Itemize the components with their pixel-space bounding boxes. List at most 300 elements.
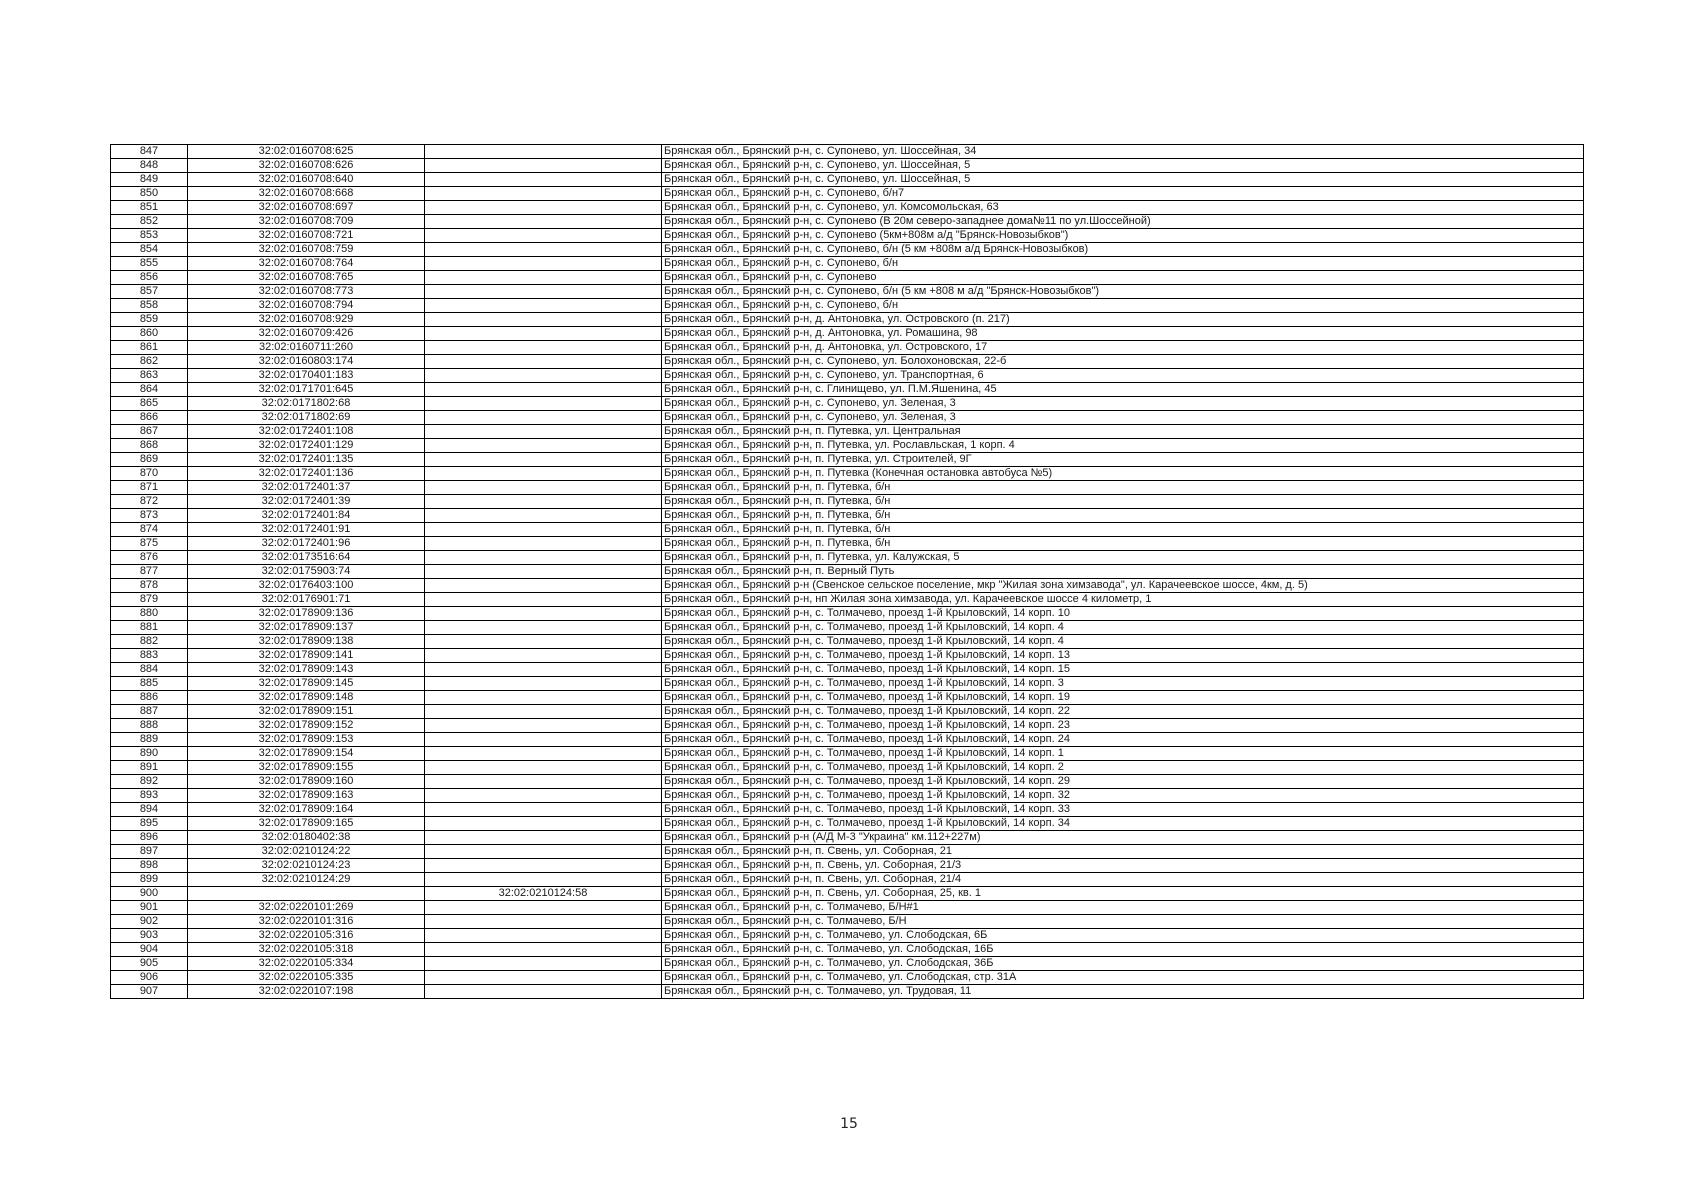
table-row bbox=[111, 957, 1584, 971]
row-number-cell: 881 bbox=[111, 621, 188, 635]
cadastral-number-alt-cell bbox=[425, 285, 662, 299]
table-row bbox=[111, 775, 1584, 789]
address-cell: Брянская обл., Брянский р-н, с. Супонево, б/н bbox=[662, 257, 1584, 271]
address-cell: Брянская обл., Брянский р-н, с. Супонево, б/н7 bbox=[662, 187, 1584, 201]
row-number-cell: 887 bbox=[111, 705, 188, 719]
table-row bbox=[111, 929, 1584, 943]
address-cell: Брянская обл., Брянский р-н, п. Путевка (Конечная остановка автобуса №5) bbox=[662, 467, 1584, 481]
table-row bbox=[111, 831, 1584, 845]
row-number-cell: 863 bbox=[111, 369, 188, 383]
row-number-cell: 855 bbox=[111, 257, 188, 271]
cadastral-number-alt-cell bbox=[425, 677, 662, 691]
table-row bbox=[111, 845, 1584, 859]
cadastral-number-alt-cell bbox=[425, 481, 662, 495]
address-cell: Брянская обл., Брянский р-н (А/Д М-3 "Украина" км.112+227м) bbox=[662, 831, 1584, 845]
cadastral-number-cell: 32:02:0172401:135 bbox=[188, 453, 425, 467]
row-number-cell: 852 bbox=[111, 215, 188, 229]
table-row bbox=[111, 747, 1584, 761]
table-row bbox=[111, 887, 1584, 901]
address-cell: Брянская обл., Брянский р-н, п. Свень, ул. Соборная, 21 bbox=[662, 845, 1584, 859]
cadastral-number-alt-cell bbox=[425, 929, 662, 943]
table-row bbox=[111, 565, 1584, 579]
cadastral-number-cell: 32:02:0172401:37 bbox=[188, 481, 425, 495]
cadastral-number-alt-cell bbox=[425, 831, 662, 845]
row-number-cell: 858 bbox=[111, 299, 188, 313]
address-cell: Брянская обл., Брянский р-н, п. Свень, ул. Соборная, 25, кв. 1 bbox=[662, 887, 1584, 901]
address-cell: Брянская обл., Брянский р-н, с. Толмачево, проезд 1-й Крыловский, 14 корп. 10 bbox=[662, 607, 1584, 621]
address-cell: Брянская обл., Брянский р-н, с. Толмачево, ул. Слободская, 16Б bbox=[662, 943, 1584, 957]
address-cell: Брянская обл., Брянский р-н, с. Толмачево, проезд 1-й Крыловский, 14 корп. 23 bbox=[662, 719, 1584, 733]
cadastral-number-alt-cell bbox=[425, 523, 662, 537]
cadastral-number-alt-cell bbox=[425, 761, 662, 775]
cadastral-number-cell: 32:02:0178909:155 bbox=[188, 761, 425, 775]
table-row bbox=[111, 691, 1584, 705]
table-row bbox=[111, 201, 1584, 215]
table-row bbox=[111, 971, 1584, 985]
cadastral-number-cell: 32:02:0171802:68 bbox=[188, 397, 425, 411]
cadastral-number-cell: 32:02:0178909:136 bbox=[188, 607, 425, 621]
table-row bbox=[111, 215, 1584, 229]
row-number-cell: 848 bbox=[111, 159, 188, 173]
table-row bbox=[111, 915, 1584, 929]
address-cell: Брянская обл., Брянский р-н, с. Толмачево, проезд 1-й Крыловский, 14 корп. 24 bbox=[662, 733, 1584, 747]
cadastral-number-alt-cell bbox=[425, 257, 662, 271]
table-row bbox=[111, 579, 1584, 593]
table-row bbox=[111, 677, 1584, 691]
address-cell: Брянская обл., Брянский р-н, с. Толмачево, проезд 1-й Крыловский, 14 корп. 4 bbox=[662, 635, 1584, 649]
table-row bbox=[111, 341, 1584, 355]
table-row bbox=[111, 229, 1584, 243]
cadastral-number-cell: 32:02:0172401:136 bbox=[188, 467, 425, 481]
cadastral-number-alt-cell bbox=[425, 355, 662, 369]
address-cell: Брянская обл., Брянский р-н, д. Антоновка, ул. Ромашина, 98 bbox=[662, 327, 1584, 341]
cadastral-number-cell: 32:02:0172401:129 bbox=[188, 439, 425, 453]
table-row bbox=[111, 789, 1584, 803]
cadastral-number-alt-cell bbox=[425, 579, 662, 593]
address-cell: Брянская обл., Брянский р-н, с. Супонево bbox=[662, 271, 1584, 285]
address-cell: Брянская обл., Брянский р-н, п. Путевка, ул. Центральная bbox=[662, 425, 1584, 439]
cadastral-number-alt-cell bbox=[425, 789, 662, 803]
address-cell: Брянская обл., Брянский р-н, с. Супонево, ул. Зеленая, 3 bbox=[662, 411, 1584, 425]
row-number-cell: 907 bbox=[111, 985, 188, 999]
row-number-cell: 895 bbox=[111, 817, 188, 831]
table-row bbox=[111, 943, 1584, 957]
cadastral-number-alt-cell bbox=[425, 187, 662, 201]
cadastral-number-cell: 32:02:0160708:697 bbox=[188, 201, 425, 215]
address-cell: Брянская обл., Брянский р-н, п. Путевка, б/н bbox=[662, 523, 1584, 537]
cadastral-number-cell: 32:02:0210124:29 bbox=[188, 873, 425, 887]
cadastral-number-cell: 32:02:0178909:153 bbox=[188, 733, 425, 747]
cadastral-number-cell: 32:02:0160708:668 bbox=[188, 187, 425, 201]
address-cell: Брянская обл., Брянский р-н, с. Толмачево, проезд 1-й Крыловский, 14 корп. 34 bbox=[662, 817, 1584, 831]
address-cell: Брянская обл., Брянский р-н, с. Толмачево, ул. Слободская, 36Б bbox=[662, 957, 1584, 971]
row-number-cell: 870 bbox=[111, 467, 188, 481]
cadastral-number-cell: 32:02:0160708:626 bbox=[188, 159, 425, 173]
row-number-cell: 866 bbox=[111, 411, 188, 425]
cadastral-number-cell: 32:02:0172401:39 bbox=[188, 495, 425, 509]
address-cell: Брянская обл., Брянский р-н, с. Супонево, б/н (5 км +808м а/д Брянск-Новозыбков) bbox=[662, 243, 1584, 257]
table-row bbox=[111, 593, 1584, 607]
table-row bbox=[111, 425, 1584, 439]
table-row bbox=[111, 313, 1584, 327]
row-number-cell: 865 bbox=[111, 397, 188, 411]
row-number-cell: 880 bbox=[111, 607, 188, 621]
table-row bbox=[111, 453, 1584, 467]
address-cell: Брянская обл., Брянский р-н, п. Путевка, б/н bbox=[662, 481, 1584, 495]
address-cell: Брянская обл., Брянский р-н, с. Толмачево, Б/Н#1 bbox=[662, 901, 1584, 915]
cadastral-number-cell: 32:02:0178909:148 bbox=[188, 691, 425, 705]
address-cell: Брянская обл., Брянский р-н, п. Путевка, б/н bbox=[662, 495, 1584, 509]
row-number-cell: 876 bbox=[111, 551, 188, 565]
address-cell: Брянская обл., Брянский р-н, п. Свень, ул. Соборная, 21/4 bbox=[662, 873, 1584, 887]
row-number-cell: 857 bbox=[111, 285, 188, 299]
cadastral-number-cell: 32:02:0178909:151 bbox=[188, 705, 425, 719]
cadastral-number-cell: 32:02:0160708:773 bbox=[188, 285, 425, 299]
table-row bbox=[111, 649, 1584, 663]
cadastral-number-cell: 32:02:0210124:22 bbox=[188, 845, 425, 859]
cadastral-number-alt-cell bbox=[425, 369, 662, 383]
table-row bbox=[111, 859, 1584, 873]
address-cell: Брянская обл., Брянский р-н, с. Толмачево, ул. Слободская, стр. 31А bbox=[662, 971, 1584, 985]
cadastral-number-alt-cell bbox=[425, 229, 662, 243]
table-row bbox=[111, 817, 1584, 831]
cadastral-number-cell: 32:02:0180402:38 bbox=[188, 831, 425, 845]
cadastral-number-cell: 32:02:0210124:23 bbox=[188, 859, 425, 873]
table-row bbox=[111, 243, 1584, 257]
cadastral-number-alt-cell bbox=[425, 691, 662, 705]
address-cell: Брянская обл., Брянский р-н, с. Супонево, ул. Болохоновская, 22-б bbox=[662, 355, 1584, 369]
address-cell: Брянская обл., Брянский р-н, нп Жилая зона химзавода, ул. Карачеевское шоссе 4 километр, 1 bbox=[662, 593, 1584, 607]
row-number-cell: 849 bbox=[111, 173, 188, 187]
cadastral-number-cell: 32:02:0220105:334 bbox=[188, 957, 425, 971]
table-row bbox=[111, 663, 1584, 677]
cadastral-number-cell: 32:02:0173516:64 bbox=[188, 551, 425, 565]
row-number-cell: 899 bbox=[111, 873, 188, 887]
address-cell: Брянская обл., Брянский р-н, с. Супонево (В 20м северо-западнее дома№11 по ул.Шоссейной) bbox=[662, 215, 1584, 229]
cadastral-number-cell: 32:02:0178909:145 bbox=[188, 677, 425, 691]
cadastral-number-cell: 32:02:0220105:318 bbox=[188, 943, 425, 957]
row-number-cell: 854 bbox=[111, 243, 188, 257]
row-number-cell: 862 bbox=[111, 355, 188, 369]
table-row bbox=[111, 985, 1584, 999]
registry-table bbox=[110, 144, 1584, 999]
address-cell: Брянская обл., Брянский р-н, с. Толмачево, проезд 1-й Крыловский, 14 корп. 3 bbox=[662, 677, 1584, 691]
cadastral-number-cell: 32:02:0160708:759 bbox=[188, 243, 425, 257]
row-number-cell: 875 bbox=[111, 537, 188, 551]
cadastral-number-alt-cell bbox=[425, 873, 662, 887]
address-cell: Брянская обл., Брянский р-н, с. Супонево, ул. Шоссейная, 5 bbox=[662, 173, 1584, 187]
row-number-cell: 896 bbox=[111, 831, 188, 845]
cadastral-number-cell: 32:02:0160709:426 bbox=[188, 327, 425, 341]
table-row bbox=[111, 621, 1584, 635]
cadastral-number-alt-cell bbox=[425, 243, 662, 257]
table-row bbox=[111, 159, 1584, 173]
table-row bbox=[111, 285, 1584, 299]
cadastral-number-cell: 32:02:0220105:316 bbox=[188, 929, 425, 943]
cadastral-number-alt-cell bbox=[425, 607, 662, 621]
cadastral-number-cell: 32:02:0178909:138 bbox=[188, 635, 425, 649]
row-number-cell: 894 bbox=[111, 803, 188, 817]
row-number-cell: 847 bbox=[111, 145, 188, 159]
address-cell: Брянская обл., Брянский р-н, п. Путевка, б/н bbox=[662, 509, 1584, 523]
cadastral-number-alt-cell bbox=[425, 621, 662, 635]
table-row bbox=[111, 327, 1584, 341]
address-cell: Брянская обл., Брянский р-н, с. Супонево, б/н bbox=[662, 299, 1584, 313]
table-row bbox=[111, 439, 1584, 453]
cadastral-number-alt-cell bbox=[425, 957, 662, 971]
cadastral-number-cell: 32:02:0178909:163 bbox=[188, 789, 425, 803]
table-row bbox=[111, 383, 1584, 397]
cadastral-number-cell: 32:02:0172401:91 bbox=[188, 523, 425, 537]
row-number-cell: 898 bbox=[111, 859, 188, 873]
address-cell: Брянская обл., Брянский р-н, п. Свень, ул. Соборная, 21/3 bbox=[662, 859, 1584, 873]
row-number-cell: 850 bbox=[111, 187, 188, 201]
cadastral-number-alt-cell bbox=[425, 551, 662, 565]
cadastral-number-cell: 32:02:0176901:71 bbox=[188, 593, 425, 607]
address-cell: Брянская обл., Брянский р-н, с. Супонево, ул. Шоссейная, 5 bbox=[662, 159, 1584, 173]
address-cell: Брянская обл., Брянский р-н, п. Верный Путь bbox=[662, 565, 1584, 579]
cadastral-number-alt-cell bbox=[425, 411, 662, 425]
table-row bbox=[111, 397, 1584, 411]
row-number-cell: 879 bbox=[111, 593, 188, 607]
cadastral-number-cell: 32:02:0220101:316 bbox=[188, 915, 425, 929]
row-number-cell: 853 bbox=[111, 229, 188, 243]
table-row bbox=[111, 257, 1584, 271]
table-row bbox=[111, 901, 1584, 915]
row-number-cell: 874 bbox=[111, 523, 188, 537]
cadastral-number-alt-cell bbox=[425, 593, 662, 607]
cadastral-number-cell: 32:02:0178909:154 bbox=[188, 747, 425, 761]
table-row bbox=[111, 355, 1584, 369]
table-row bbox=[111, 761, 1584, 775]
cadastral-number-alt-cell bbox=[425, 705, 662, 719]
table-row bbox=[111, 733, 1584, 747]
cadastral-number-cell: 32:02:0175903:74 bbox=[188, 565, 425, 579]
cadastral-number-alt-cell bbox=[425, 817, 662, 831]
address-cell: Брянская обл., Брянский р-н, с. Толмачево, проезд 1-й Крыловский, 14 корп. 29 bbox=[662, 775, 1584, 789]
row-number-cell: 890 bbox=[111, 747, 188, 761]
cadastral-number-alt-cell bbox=[425, 383, 662, 397]
row-number-cell: 883 bbox=[111, 649, 188, 663]
cadastral-number-cell: 32:02:0160708:794 bbox=[188, 299, 425, 313]
row-number-cell: 902 bbox=[111, 915, 188, 929]
row-number-cell: 889 bbox=[111, 733, 188, 747]
row-number-cell: 903 bbox=[111, 929, 188, 943]
table-row bbox=[111, 411, 1584, 425]
cadastral-number-cell: 32:02:0171802:69 bbox=[188, 411, 425, 425]
cadastral-number-alt-cell bbox=[425, 803, 662, 817]
address-cell: Брянская обл., Брянский р-н, с. Толмачево, проезд 1-й Крыловский, 14 корп. 4 bbox=[662, 621, 1584, 635]
table-row bbox=[111, 145, 1584, 159]
cadastral-number-alt-cell bbox=[425, 775, 662, 789]
table-row bbox=[111, 719, 1584, 733]
cadastral-number-alt-cell bbox=[425, 467, 662, 481]
address-cell: Брянская обл., Брянский р-н, д. Антоновка, ул. Островского (п. 217) bbox=[662, 313, 1584, 327]
row-number-cell: 859 bbox=[111, 313, 188, 327]
row-number-cell: 867 bbox=[111, 425, 188, 439]
row-number-cell: 905 bbox=[111, 957, 188, 971]
table-row bbox=[111, 551, 1584, 565]
cadastral-number-cell: 32:02:0220101:269 bbox=[188, 901, 425, 915]
address-cell: Брянская обл., Брянский р-н, с. Толмачево, проезд 1-й Крыловский, 14 корп. 15 bbox=[662, 663, 1584, 677]
address-cell: Брянская обл., Брянский р-н (Свенское сельское поселение, мкр "Жилая зона химзавода", ул. Карачеевское шоссе, 4км, д. 5) bbox=[662, 579, 1584, 593]
address-cell: Брянская обл., Брянский р-н, с. Супонево, ул. Шоссейная, 34 bbox=[662, 145, 1584, 159]
table-row bbox=[111, 873, 1584, 887]
cadastral-number-alt-cell bbox=[425, 663, 662, 677]
address-cell: Брянская обл., Брянский р-н, с. Супонево, ул. Комсомольская, 63 bbox=[662, 201, 1584, 215]
cadastral-number-cell: 32:02:0171701:645 bbox=[188, 383, 425, 397]
row-number-cell: 891 bbox=[111, 761, 188, 775]
row-number-cell: 886 bbox=[111, 691, 188, 705]
cadastral-number-alt-cell bbox=[425, 397, 662, 411]
cadastral-number-alt-cell bbox=[425, 537, 662, 551]
row-number-cell: 893 bbox=[111, 789, 188, 803]
table-row bbox=[111, 607, 1584, 621]
table-row bbox=[111, 173, 1584, 187]
cadastral-number-alt-cell bbox=[425, 943, 662, 957]
cadastral-number-alt-cell bbox=[425, 635, 662, 649]
table-row bbox=[111, 803, 1584, 817]
cadastral-number-alt-cell bbox=[425, 719, 662, 733]
cadastral-number-alt-cell bbox=[425, 859, 662, 873]
address-cell: Брянская обл., Брянский р-н, п. Путевка, ул. Строителей, 9Г bbox=[662, 453, 1584, 467]
address-cell: Брянская обл., Брянский р-н, с. Толмачево, проезд 1-й Крыловский, 14 корп. 32 bbox=[662, 789, 1584, 803]
table-row bbox=[111, 481, 1584, 495]
address-cell: Брянская обл., Брянский р-н, с. Супонево, ул. Транспортная, 6 bbox=[662, 369, 1584, 383]
cadastral-number-alt-cell bbox=[425, 901, 662, 915]
address-cell: Брянская обл., Брянский р-н, с. Толмачево, проезд 1-й Крыловский, 14 корп. 19 bbox=[662, 691, 1584, 705]
row-number-cell: 869 bbox=[111, 453, 188, 467]
table-row bbox=[111, 369, 1584, 383]
address-cell: Брянская обл., Брянский р-н, д. Антоновка, ул. Островского, 17 bbox=[662, 341, 1584, 355]
address-cell: Брянская обл., Брянский р-н, с. Толмачево, проезд 1-й Крыловский, 14 корп. 22 bbox=[662, 705, 1584, 719]
cadastral-number-cell: 32:02:0178909:160 bbox=[188, 775, 425, 789]
cadastral-number-alt-cell bbox=[425, 915, 662, 929]
cadastral-number-alt-cell bbox=[425, 201, 662, 215]
table-row bbox=[111, 495, 1584, 509]
cadastral-number-cell: 32:02:0160708:640 bbox=[188, 173, 425, 187]
address-cell: Брянская обл., Брянский р-н, с. Толмачево, ул. Слободская, 6Б bbox=[662, 929, 1584, 943]
row-number-cell: 897 bbox=[111, 845, 188, 859]
cadastral-number-alt-cell bbox=[425, 439, 662, 453]
cadastral-number-cell: 32:02:0160803:174 bbox=[188, 355, 425, 369]
row-number-cell: 877 bbox=[111, 565, 188, 579]
address-cell: Брянская обл., Брянский р-н, с. Супонево, б/н (5 км +808 м а/д "Брянск-Новозыбков") bbox=[662, 285, 1584, 299]
cadastral-number-alt-cell bbox=[425, 495, 662, 509]
cadastral-number-cell: 32:02:0172401:96 bbox=[188, 537, 425, 551]
row-number-cell: 884 bbox=[111, 663, 188, 677]
address-cell: Брянская обл., Брянский р-н, п. Путевка, б/н bbox=[662, 537, 1584, 551]
row-number-cell: 888 bbox=[111, 719, 188, 733]
row-number-cell: 861 bbox=[111, 341, 188, 355]
address-cell: Брянская обл., Брянский р-н, с. Толмачево, Б/Н bbox=[662, 915, 1584, 929]
cadastral-number-cell: 32:02:0172401:84 bbox=[188, 509, 425, 523]
cadastral-number-alt-cell bbox=[425, 565, 662, 579]
row-number-cell: 904 bbox=[111, 943, 188, 957]
table-row bbox=[111, 705, 1584, 719]
table-row bbox=[111, 187, 1584, 201]
page-number: 15 bbox=[840, 1116, 858, 1132]
row-number-cell: 882 bbox=[111, 635, 188, 649]
cadastral-number-alt-cell: 32:02:0210124:58 bbox=[425, 887, 662, 901]
cadastral-number-cell: 32:02:0176403:100 bbox=[188, 579, 425, 593]
cadastral-number-alt-cell bbox=[425, 313, 662, 327]
cadastral-number-alt-cell bbox=[425, 159, 662, 173]
row-number-cell: 860 bbox=[111, 327, 188, 341]
cadastral-number-cell: 32:02:0160711:260 bbox=[188, 341, 425, 355]
cadastral-number-alt-cell bbox=[425, 845, 662, 859]
row-number-cell: 868 bbox=[111, 439, 188, 453]
row-number-cell: 873 bbox=[111, 509, 188, 523]
cadastral-number-alt-cell bbox=[425, 453, 662, 467]
cadastral-number-cell: 32:02:0170401:183 bbox=[188, 369, 425, 383]
cadastral-number-alt-cell bbox=[425, 425, 662, 439]
table-row bbox=[111, 299, 1584, 313]
address-cell: Брянская обл., Брянский р-н, с. Толмачево, проезд 1-й Крыловский, 14 корп. 33 bbox=[662, 803, 1584, 817]
cadastral-number-cell: 32:02:0178909:165 bbox=[188, 817, 425, 831]
cadastral-number-cell: 32:02:0160708:764 bbox=[188, 257, 425, 271]
cadastral-number-cell: 32:02:0160708:765 bbox=[188, 271, 425, 285]
row-number-cell: 892 bbox=[111, 775, 188, 789]
address-cell: Брянская обл., Брянский р-н, п. Путевка, ул. Рославльская, 1 корп. 4 bbox=[662, 439, 1584, 453]
cadastral-number-cell bbox=[188, 887, 425, 901]
cadastral-number-cell: 32:02:0160708:625 bbox=[188, 145, 425, 159]
cadastral-number-cell: 32:02:0178909:143 bbox=[188, 663, 425, 677]
cadastral-number-cell: 32:02:0178909:137 bbox=[188, 621, 425, 635]
row-number-cell: 906 bbox=[111, 971, 188, 985]
address-cell: Брянская обл., Брянский р-н, с. Супонево (5км+808м а/д "Брянск-Новозыбков") bbox=[662, 229, 1584, 243]
row-number-cell: 901 bbox=[111, 901, 188, 915]
cadastral-number-cell: 32:02:0160708:721 bbox=[188, 229, 425, 243]
cadastral-number-cell: 32:02:0172401:108 bbox=[188, 425, 425, 439]
row-number-cell: 885 bbox=[111, 677, 188, 691]
table-row bbox=[111, 523, 1584, 537]
address-cell: Брянская обл., Брянский р-н, с. Супонево, ул. Зеленая, 3 bbox=[662, 397, 1584, 411]
cadastral-number-alt-cell bbox=[425, 327, 662, 341]
cadastral-number-alt-cell bbox=[425, 145, 662, 159]
cadastral-number-alt-cell bbox=[425, 649, 662, 663]
cadastral-number-cell: 32:02:0160708:709 bbox=[188, 215, 425, 229]
row-number-cell: 900 bbox=[111, 887, 188, 901]
cadastral-number-alt-cell bbox=[425, 985, 662, 999]
address-cell: Брянская обл., Брянский р-н, с. Толмачево, проезд 1-й Крыловский, 14 корп. 1 bbox=[662, 747, 1584, 761]
cadastral-number-alt-cell bbox=[425, 299, 662, 313]
cadastral-number-cell: 32:02:0220107:198 bbox=[188, 985, 425, 999]
address-cell: Брянская обл., Брянский р-н, п. Путевка, ул. Калужская, 5 bbox=[662, 551, 1584, 565]
address-cell: Брянская обл., Брянский р-н, с. Толмачево, проезд 1-й Крыловский, 14 корп. 13 bbox=[662, 649, 1584, 663]
address-cell: Брянская обл., Брянский р-н, с. Толмачево, проезд 1-й Крыловский, 14 корп. 2 bbox=[662, 761, 1584, 775]
row-number-cell: 871 bbox=[111, 481, 188, 495]
row-number-cell: 864 bbox=[111, 383, 188, 397]
row-number-cell: 872 bbox=[111, 495, 188, 509]
cadastral-number-cell: 32:02:0178909:164 bbox=[188, 803, 425, 817]
cadastral-number-alt-cell bbox=[425, 747, 662, 761]
cadastral-number-cell: 32:02:0220105:335 bbox=[188, 971, 425, 985]
table-row bbox=[111, 635, 1584, 649]
registry-table-body bbox=[111, 145, 1584, 999]
address-cell: Брянская обл., Брянский р-н, с. Толмачево, ул. Трудовая, 11 bbox=[662, 985, 1584, 999]
table-row bbox=[111, 271, 1584, 285]
address-cell: Брянская обл., Брянский р-н, с. Глинищево, ул. П.М.Яшенина, 45 bbox=[662, 383, 1584, 397]
table-row bbox=[111, 509, 1584, 523]
cadastral-number-alt-cell bbox=[425, 509, 662, 523]
cadastral-number-alt-cell bbox=[425, 271, 662, 285]
table-row bbox=[111, 537, 1584, 551]
row-number-cell: 856 bbox=[111, 271, 188, 285]
table-row bbox=[111, 467, 1584, 481]
cadastral-number-cell: 32:02:0160708:929 bbox=[188, 313, 425, 327]
cadastral-number-cell: 32:02:0178909:152 bbox=[188, 719, 425, 733]
